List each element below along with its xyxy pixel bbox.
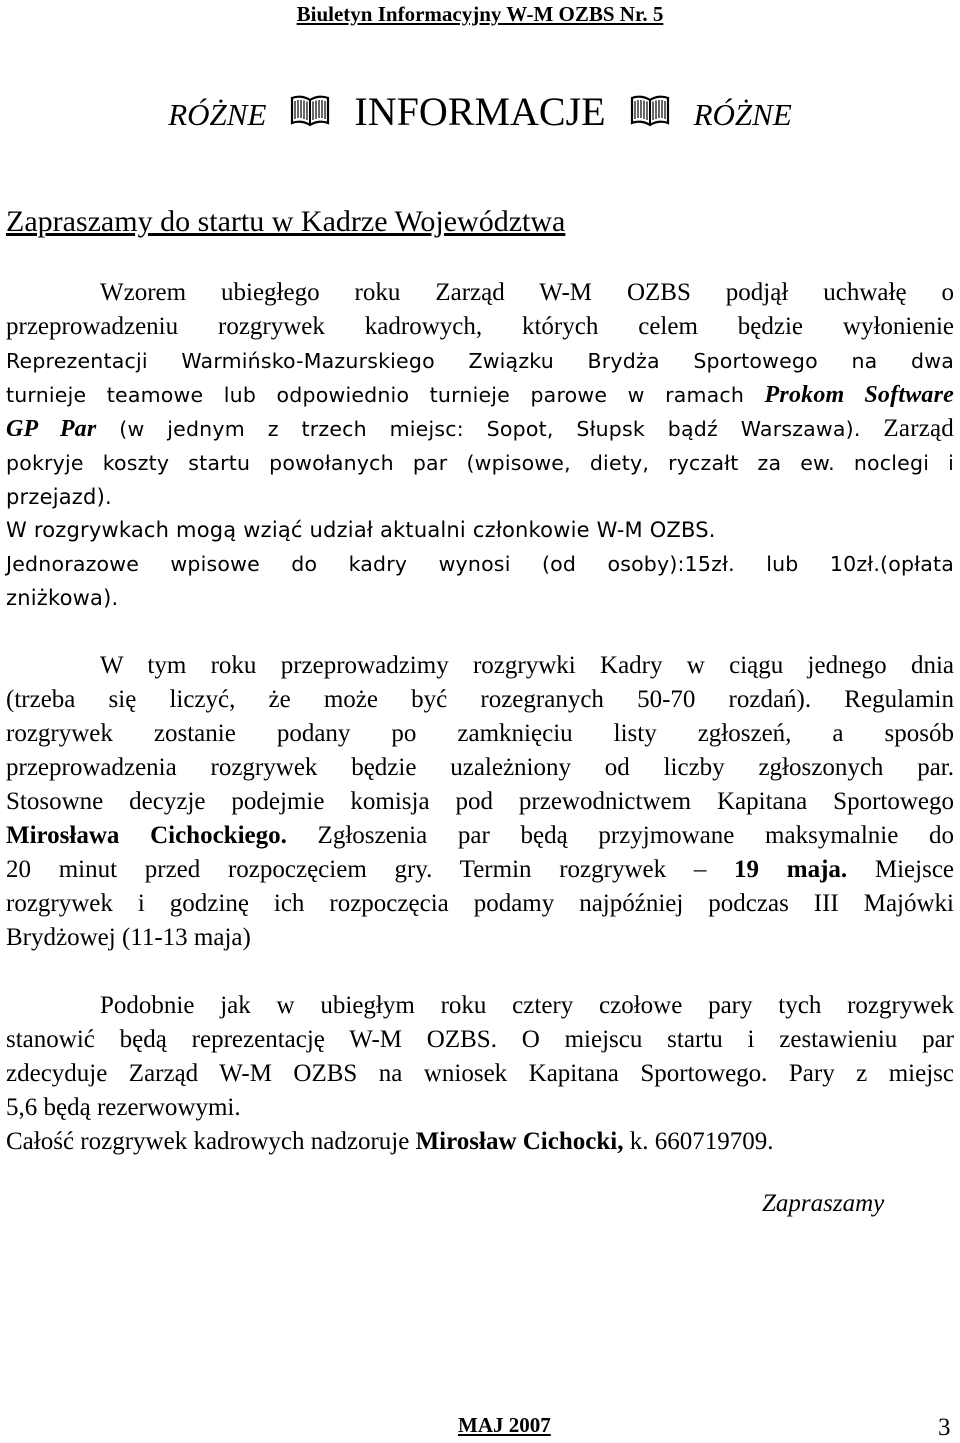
bulletin-header-title: Biuletyn Informacyjny W-M OZBS Nr. 5 (296, 2, 664, 26)
sponsor-name: Prokom Software (764, 382, 954, 408)
paragraph-line: pokryje koszty startu powołanych par (wpisowe, diety, ryczałt za ew. noclegi i (6, 451, 954, 475)
section-side-label-right: RÓŻNE (693, 97, 792, 132)
paragraph-line: rozgrywek zostanie podany po zamknięciu listy zgłoszeń, a sposób (6, 720, 954, 747)
paragraph-line (6, 380, 954, 410)
paragraph-line (6, 414, 954, 444)
page-number: 3 (938, 1414, 951, 1441)
section-heading (0, 88, 960, 137)
event-name: GP Par (6, 416, 97, 442)
paragraph-line (6, 821, 954, 851)
paragraph-line: W rozgrywkach mogą wziąć udział aktualni członkowie W-M OZBS. (6, 518, 716, 542)
text-run: (trzeba się liczyć, że może być rozegranych 50-70 rozdań). (6, 686, 812, 713)
paragraph-line: zniżkowa). (6, 586, 119, 610)
captain-name: Mirosława Cichockiego. (6, 822, 287, 849)
text-run: Zarząd (883, 415, 955, 442)
section-main-label: INFORMACJE (354, 89, 606, 134)
paragraph-line: Brydżowej (11-13 maja) (6, 924, 251, 951)
paragraph-line: stanowić będą reprezentację W-M OZBS. O miejscu startu i zestawieniu par (6, 1026, 954, 1053)
paragraph-line: rozgrywek i godzinę ich rozpoczęcia podamy najpóźniej podczas III Majówki (6, 890, 954, 917)
paragraph-line: Podobnie jak w ubiegłym roku cztery czołowe pary tych rozgrywek (100, 992, 954, 1019)
book-icon (290, 90, 330, 137)
paragraph-line: przejazd). (6, 485, 112, 509)
supervisor-name: Mirosław Cichocki, (415, 1128, 624, 1155)
paragraph-line: Jednorazowe wpisowe do kadry wynosi (od osoby):15zł. lub 10zł.(opłata (6, 552, 954, 576)
text-run: turnieje teamowe lub odpowiednio turnieje parowe w ramach (6, 383, 745, 407)
text-run: Regulamin (844, 686, 955, 713)
text-run: (w jednym z trzech miejsc: Sopot, Słupsk bądź Warszawa). (119, 417, 861, 441)
closing-signoff: Zapraszamy (762, 1190, 885, 1217)
section-side-label-left: RÓŻNE (168, 97, 267, 132)
paragraph-line: Wzorem ubiegłego roku Zarząd W-M OZBS podjął uchwałę o (100, 279, 954, 306)
paragraph-line: W tym roku przeprowadzimy rozgrywki Kadry w ciągu jednego dnia (100, 652, 954, 679)
paragraph-line (6, 1127, 954, 1157)
text-run: Całość rozgrywek kadrowych nadzoruje (6, 1128, 410, 1155)
paragraph-line (6, 685, 954, 715)
book-icon (630, 90, 670, 137)
phone-number: k. 660719709. (629, 1128, 774, 1155)
paragraph-line: przeprowadzenia rozgrywek będzie uzależniony od liczby zgłoszonych par. (6, 754, 954, 781)
paragraph-line: Reprezentacji Warmińsko-Mazurskiego Związku Brydża Sportowego na dwa (6, 349, 954, 373)
article-title: Zapraszamy do startu w Kadrze Województwa (6, 205, 566, 238)
paragraph-line (6, 855, 954, 885)
event-date: 19 maja. (734, 856, 848, 883)
paragraph-line: przeprowadzeniu rozgrywek kadrowych, których celem będzie wyłonienie (6, 313, 954, 340)
text-run: Zgłoszenia par będą przyjmowane maksymalnie do (317, 822, 955, 849)
footer-date: MAJ 2007 (458, 1413, 551, 1437)
text-run: 20 minut przed rozpoczęciem gry. Termin rozgrywek – (6, 856, 707, 883)
paragraph-line: zdecyduje Zarząd W-M OZBS na wniosek Kapitana Sportowego. Pary z miejsc (6, 1060, 954, 1087)
paragraph-line: 5,6 będą rezerwowymi. (6, 1094, 241, 1121)
paragraph-line: Stosowne decyzje podejmie komisja pod przewodnictwem Kapitana Sportowego (6, 788, 954, 815)
text-run: Miejsce (874, 856, 955, 883)
